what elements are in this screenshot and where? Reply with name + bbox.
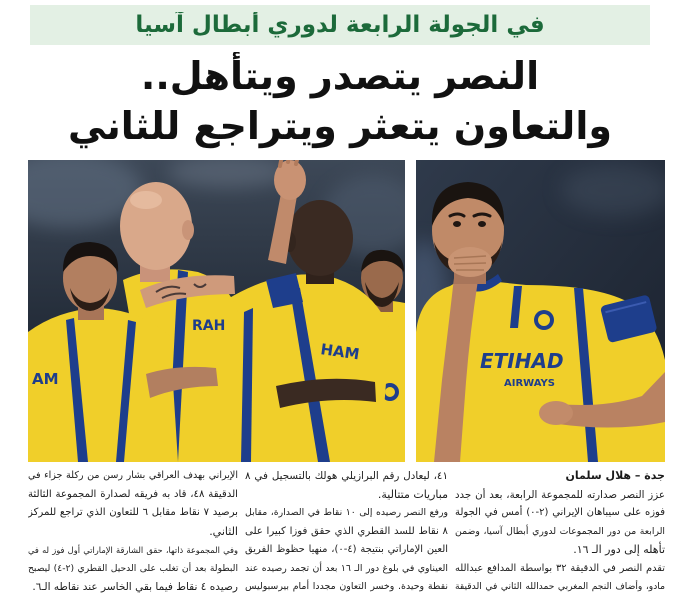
text-line: رصيده ٤ نقاط فيما بقي الخاسر عند نقاطه الـ٦. [32,581,238,593]
text-line: تأهله إلى دور الـ ١٦. [573,543,665,556]
text-line: عزز النصر صدارته للمجموعة الرابعة، بعد أن جدد [455,488,665,501]
text-line: العيناوي في بلوغ دور الـ ١٦ بعد أن تجمد رصيده عند [245,562,448,574]
byline: جدة – هلال سلمان [565,469,665,482]
text-line: مباريات متتالية. [377,487,448,501]
article-column-middle [245,467,448,597]
banner-title: في الجولة الرابعة لدوري أبطال آسيا [135,12,545,38]
text-line: ٤١، ليعادل رقم البرازيلي هولك بالتسجيل في ٨ [245,470,448,482]
article-column-right [455,467,665,597]
text-line: تقدم النصر في الدقيقة ٣٢ بواسطة المدافع عبدالله [455,562,665,574]
celebration-illustration [28,160,405,462]
text-line: البطولة بعد أن تغلب على الدحيل القطري (٢-٤) ليصبح [28,562,238,574]
text-line: مادو، وأضاف النجم المغربي حمدالله الثاني في الدقيقة [455,581,665,592]
text-line: ٨ نقاط للسد القطري الذي حقق فوزا كبيرا على [245,525,448,537]
text-line: العين الإماراتي بنتيجة (٤-٠)، منهيا حظوظ الفريق [245,544,448,555]
hand-over-mouth [448,247,492,277]
player-hand [539,401,573,425]
article-column-left [28,467,238,597]
headline-line-1: النصر يتصدر ويتأهل.. [140,54,540,98]
headline-line-2: والتعاون يتعثر ويتراجع للثاني [68,104,612,148]
text-line: وفي المجموعة ذاتها، حقق الشارقة الإماراتي أول فوز له في [28,545,238,555]
text-line: الدقيقة ٤٨، قاد به فريقه لصدارة المجموعة الثالثة [28,488,238,500]
text-line: الرابعة من دور المجموعات لدوري أبطال آسيا، وضمن [455,525,665,537]
text-line: الإيراني بهدف العراقي بشار رسن من ركلة جزاء في [28,470,238,481]
shirt-sponsor-text: ETIHAD [480,349,564,373]
player-head [287,200,353,276]
text-line: فوزه على سيباهان الإيراني (٢-٠) أمس في الجولة [455,507,665,518]
text-line: نقطة وحيدة. وخسر التعاون مجددا أمام بيرسبوليس [245,581,448,592]
section-banner [30,5,650,45]
jersey-name-text: RAH [192,318,226,334]
photo-player-portrait [416,160,665,462]
text-line: الثاني. [209,524,238,538]
text-line: ورفع النصر رصيده إلى ١٠ نقاط في الصدارة، مقابل [245,507,448,518]
shirt-sponsor-subtext: AIRWAYS [504,378,555,389]
photo-team-celebration [28,160,405,462]
text-line: برصيد ٧ نقاط مقابل ٦ للتعاون الذي تراجع للمركز [28,507,238,518]
portrait-illustration [416,160,665,462]
jersey-name-text: AM [32,370,59,388]
jersey-name-text: HAM [319,340,361,364]
